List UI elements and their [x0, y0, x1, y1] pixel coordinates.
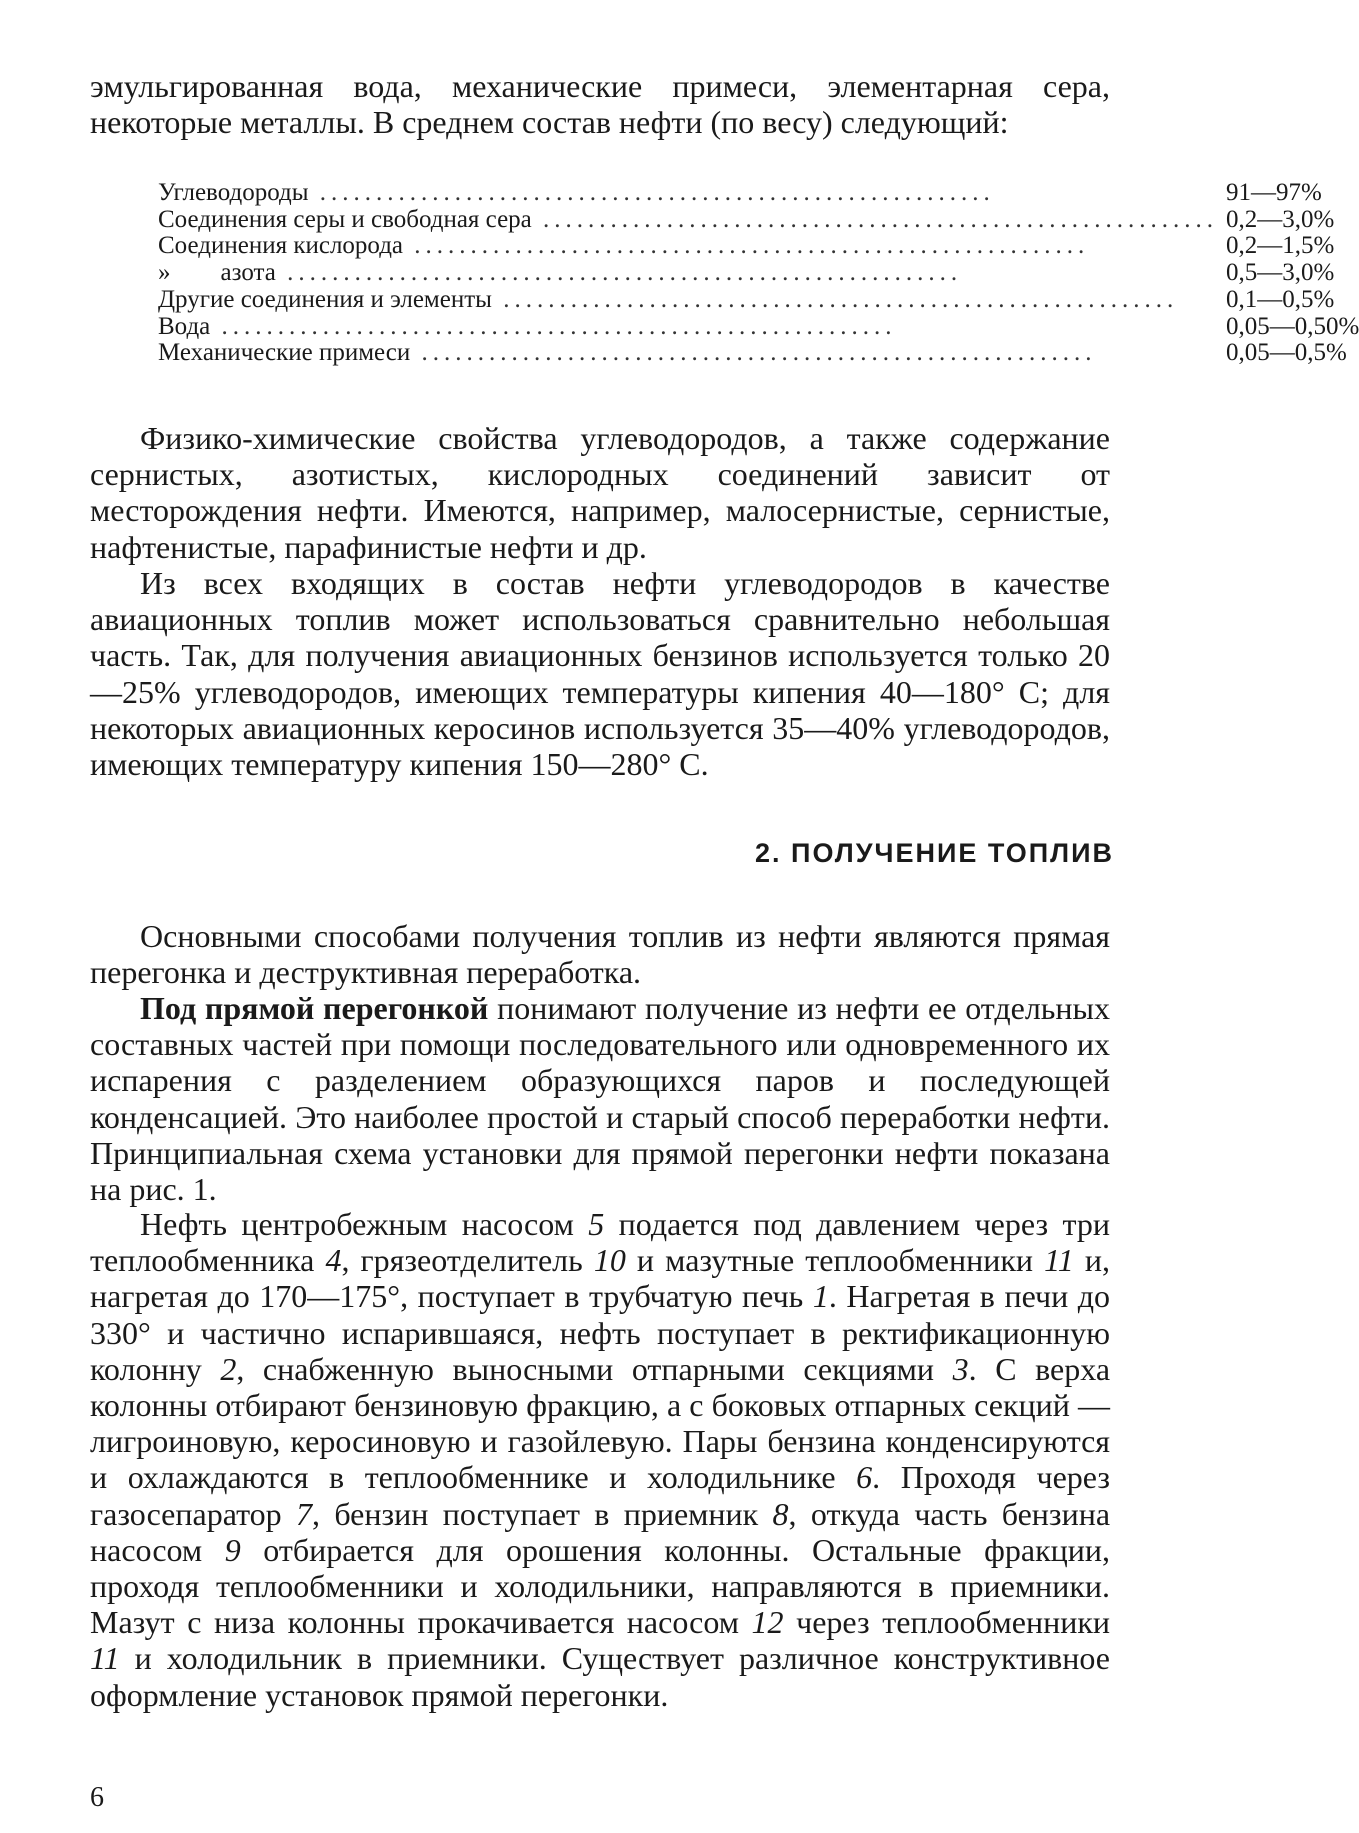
oil-composition-table — [158, 180, 1359, 367]
composition-label — [158, 207, 1218, 234]
figure-reference-number: 11 — [90, 1640, 120, 1677]
figure-reference-number: 3 — [952, 1350, 969, 1387]
text-segment: . Нагретая в печи до 330° и частично испарившаяся, нефть поступает в ректификационную колонну — [90, 1278, 1111, 1387]
text-segment: отбирается для орошения колонны. Остальные фракции, проходя теплообменники и холодильники, направляются в приемники. Мазут с низа колонны прокачивается насосом — [90, 1531, 1111, 1641]
text-segment: , бензин поступает в приемник — [311, 1495, 773, 1532]
term-direct-distillation: Под прямой перегонкой — [140, 990, 489, 1026]
text-segment: через теплообменники — [783, 1604, 1111, 1641]
dot-leader: ............................................................ — [308, 179, 995, 206]
composition-label — [158, 260, 1218, 287]
figure-reference-number: 12 — [751, 1604, 784, 1641]
figure-reference-number: 9 — [224, 1531, 241, 1568]
text-segment: и, нагретая до 170—175°, поступает в трубчатую печь — [90, 1242, 1111, 1315]
component-name: Соединения кислорода — [158, 232, 404, 260]
text-segment: и мазутные теплообменники — [625, 1242, 1045, 1279]
figure-reference-number: 10 — [593, 1242, 626, 1279]
composition-row — [158, 287, 1359, 314]
dot-leader: ............................................................ — [410, 339, 1097, 367]
figure-reference-number: 5 — [588, 1206, 605, 1242]
composition-value: 91—97% — [1226, 179, 1322, 206]
composition-row — [158, 340, 1359, 367]
figure-reference-number: 7 — [295, 1495, 312, 1532]
composition-label — [158, 180, 1218, 207]
figure-reference-number: 8 — [772, 1495, 789, 1532]
dot-leader: ............................................................ — [403, 232, 1090, 260]
paragraph-properties: Физико-химические свойства углеводородов, а также содержание сернистых, азотистых, кислородных соединений зависит от месторождения нефти. Имеются, например, малосернистые, сернистые, нафтенистые, парафинистые нефти и др. — [90, 420, 1110, 565]
composition-rows — [158, 180, 1359, 367]
text-segment: и холодильник в приемники. Существует различное конструктивное оформление установок прямой перегонки. — [90, 1640, 1110, 1713]
dot-leader: ............................................................ — [491, 285, 1179, 313]
figure-reference-number: 6 — [856, 1459, 873, 1496]
dot-leader: ............................................................ — [210, 312, 897, 340]
text-segment: , грязеотделитель — [341, 1242, 594, 1279]
composition-value: 0,1—0,5% — [1226, 285, 1335, 313]
paragraph-methods: Основными способами получения топлив из нефти являются прямая перегонка и деструктивная переработка. — [90, 918, 1110, 991]
composition-label — [158, 287, 1218, 314]
text-segment: , откуда часть бензина насосом — [90, 1495, 1111, 1568]
component-name: Другие соединения и элементы — [158, 285, 492, 313]
text-segment: подается под давлением через три теплообменника — [90, 1206, 1111, 1279]
component-name: Соединения серы и свободная сера — [158, 205, 532, 233]
direct-distillation-definition: понимают получение из нефти ее отдельных составных частей при помощи последовательного или одновременного их испарения с разделением образующихся паров и последующей конденсацией. Это наиболее простой и старый способ переработки нефти. Принципиальная схема установки для прямой перегонки нефти показана на рис. 1. — [90, 990, 1111, 1208]
intro-paragraph: эмульгированная вода, механические примеси, элементарная сера, некоторые металлы. В среднем состав нефти (по весу) следующий: — [90, 68, 1110, 141]
composition-value: 0,05—0,5% — [1226, 339, 1347, 367]
text-segment: . С верха колонны отбирают бензиновую фракцию, а с боковых отпарных секций — лигроиновую, керосиновую и газойлевую. Пары бензина конденсируются и охлаждаются в теплообменнике и холодильнике — [90, 1350, 1111, 1496]
paragraph-aviation-fuels: Из всех входящих в состав нефти углеводородов в качестве авиационных топлив может использоваться сравнительно небольшая часть. Так, для получения авиационных бензинов используется только 20—25% углеводородов, имеющих температуры кипения 40—180° С; для некоторых авиационных керосинов используется 35—40% углеводородов, имеющих температуру кипения 150—280° С. — [90, 565, 1110, 783]
composition-row — [158, 314, 1359, 341]
figure-reference-number: 4 — [325, 1242, 342, 1279]
composition-label — [158, 314, 1218, 341]
text-segment: , снабженную выносными отпарными секциями — [236, 1350, 953, 1387]
figure-reference-number: 1 — [812, 1278, 829, 1315]
component-name: Механические примеси — [158, 339, 411, 367]
section-heading: 2. ПОЛУЧЕНИЕ ТОПЛИВ — [755, 838, 1114, 868]
component-name: » азота — [158, 259, 276, 287]
dot-leader: ............................................................ — [275, 259, 963, 287]
composition-value: 0,05—0,50% — [1226, 312, 1359, 340]
text-segment: . Проходя через газосепаратор — [90, 1459, 1111, 1532]
composition-value: 0,5—3,0% — [1226, 259, 1335, 287]
composition-row — [158, 233, 1359, 260]
composition-value: 0,2—3,0% — [1226, 205, 1335, 233]
component-name: Углеводороды — [158, 179, 309, 206]
composition-row — [158, 207, 1359, 234]
composition-row — [158, 180, 1359, 207]
figure-reference-number: 2 — [220, 1350, 237, 1387]
composition-label — [158, 233, 1218, 260]
paragraph-process-description — [90, 1206, 1110, 1713]
component-name: Вода — [158, 312, 211, 340]
composition-row — [158, 260, 1359, 287]
figure-reference-number: 11 — [1044, 1242, 1074, 1279]
composition-value: 0,2—1,5% — [1226, 232, 1335, 260]
dot-leader: ............................................................ — [531, 205, 1219, 233]
page-number: 6 — [90, 1782, 104, 1813]
paragraph-direct-distillation — [90, 990, 1110, 1207]
text-segment: Нефть центробежным насосом — [140, 1206, 589, 1242]
composition-label — [158, 340, 1218, 367]
